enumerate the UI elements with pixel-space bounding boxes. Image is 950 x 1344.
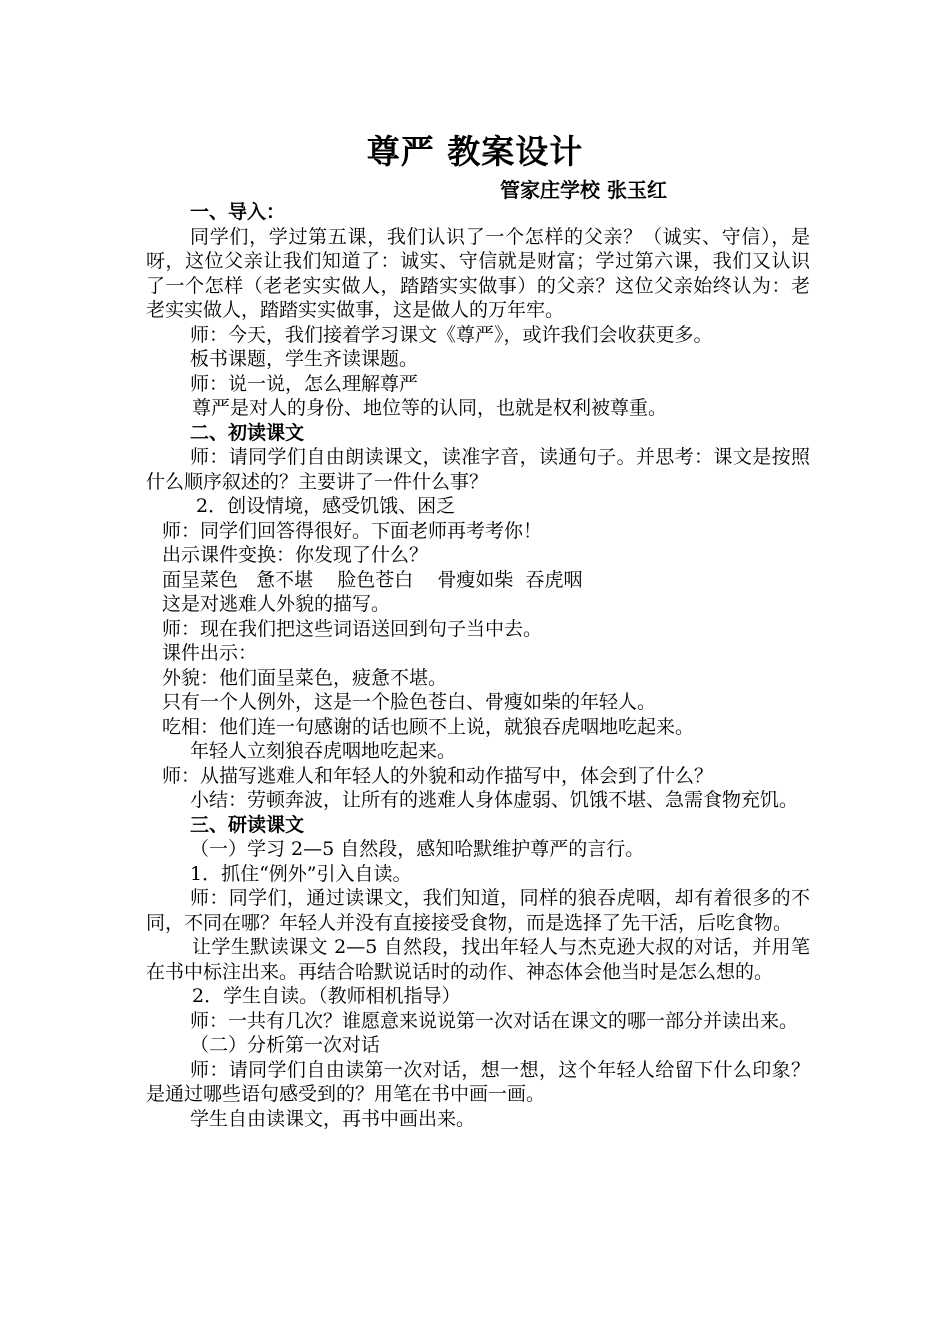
paragraph: 2．学生自读。（教师相机指导） (192, 985, 461, 1007)
paragraph: 1．抓住“例外”引入自读。 (190, 862, 412, 885)
paragraph: 学生自由读课文，再书中画出来。 (190, 1107, 476, 1130)
paragraph: 同学们，学过第五课，我们认识了一个怎样的父亲？（诚实、守信），是呀，这位父亲让我们知道了：诚实、守信就是财富；学过第六课，我们又认识了一个怎样（老老实实做人，踏踏实实做事）的父亲？这位父亲始终认为：老老实实做人，踏踏实实做事，这是做人的万年牢。 (146, 225, 810, 321)
paragraph: （二）分析第一次对话 (190, 1034, 381, 1056)
paragraph: 这是对逃难人外貌的描写。 (162, 593, 391, 615)
paragraph: 尊严是对人的身份、地位等的认同，也就是权利被尊重。 (192, 397, 668, 419)
paragraph: 师：一共有几次？谁愿意来说说第一次对话在课文的哪一部分并读出来。 (190, 1009, 799, 1032)
paragraph: 吃相：他们连一句感谢的话也顾不上说，就狼吞虎咽地吃起来。 (162, 715, 695, 738)
section-heading: 二、初读课文 (190, 421, 305, 444)
paragraph: 外貌：他们面呈菜色，疲惫不堪。 (162, 666, 448, 689)
paragraph: 年轻人立刻狼吞虎咽地吃起来。 (190, 740, 457, 762)
paragraph: 师：请同学们自由朗读课文，读准字音，读通句子。并思考：课文是按照什么顺序叙述的？主要讲了一件什么事？ (146, 446, 810, 493)
paragraph: 课件出示： (162, 642, 258, 664)
paragraph: 小结：劳顿奔波，让所有的逃难人身体虚弱、饥饿不堪、急需食物充饥。 (190, 789, 799, 811)
section-heading: 三、研读课文 (190, 813, 305, 836)
paragraph: 师：今天，我们接着学习课文《尊严》，或许我们会收获更多。 (190, 323, 713, 346)
paragraph: 师：从描写逃难人和年轻人的外貌和动作描写中，体会到了什么？ (162, 764, 714, 787)
paragraph: 出示课件变换：你发现了什么？ (162, 544, 429, 566)
paragraph: 板书课题，学生齐读课题。 (190, 348, 419, 370)
paragraph: 2．创设情境，感受饥饿、困乏 (196, 495, 456, 517)
paragraph: 师：请同学们自由读第一次对话，想一想，这个年轻人给留下什么印象？是通过哪些语句感受到的？用笔在书中画一画。 (146, 1058, 810, 1105)
paragraph: 让学生默读课文 2—5 自然段，找出年轻人与杰克逊大叔的对话，并用笔在书中标注出来。再结合哈默说话时的动作、神态体会他当时是怎么想的。 (146, 936, 810, 983)
document-title: 尊严 教案设计 (366, 132, 584, 171)
paragraph: 师：现在我们把这些词语送回到句子当中去。 (162, 617, 543, 640)
paragraph: 只有一个人例外，这是一个脸色苍白、骨瘦如柴的年轻人。 (162, 691, 657, 713)
paragraph: 师：同学们，通过读课文，我们知道，同样的狼吞虎咽，却有着很多的不同，不同在哪？年轻人并没有直接接受食物，而是选择了先干活，后吃食物。 (146, 887, 810, 934)
paragraph: （一）学习 2—5 自然段，感知哈默维护尊严的言行。 (190, 838, 645, 860)
paragraph: 师：说一说，怎么理解尊严 (190, 372, 419, 395)
document-body (146, 200, 810, 1131)
paragraph: 面呈菜色 惫不堪 脸色苍白 骨瘦如柴 吞虎咽 (162, 568, 583, 591)
section-heading: 一、导入： (190, 201, 286, 223)
paragraph: 师：同学们回答得很好。下面老师再考考你！ (162, 519, 543, 542)
author-line: 管家庄学校 张玉红 (500, 178, 667, 202)
